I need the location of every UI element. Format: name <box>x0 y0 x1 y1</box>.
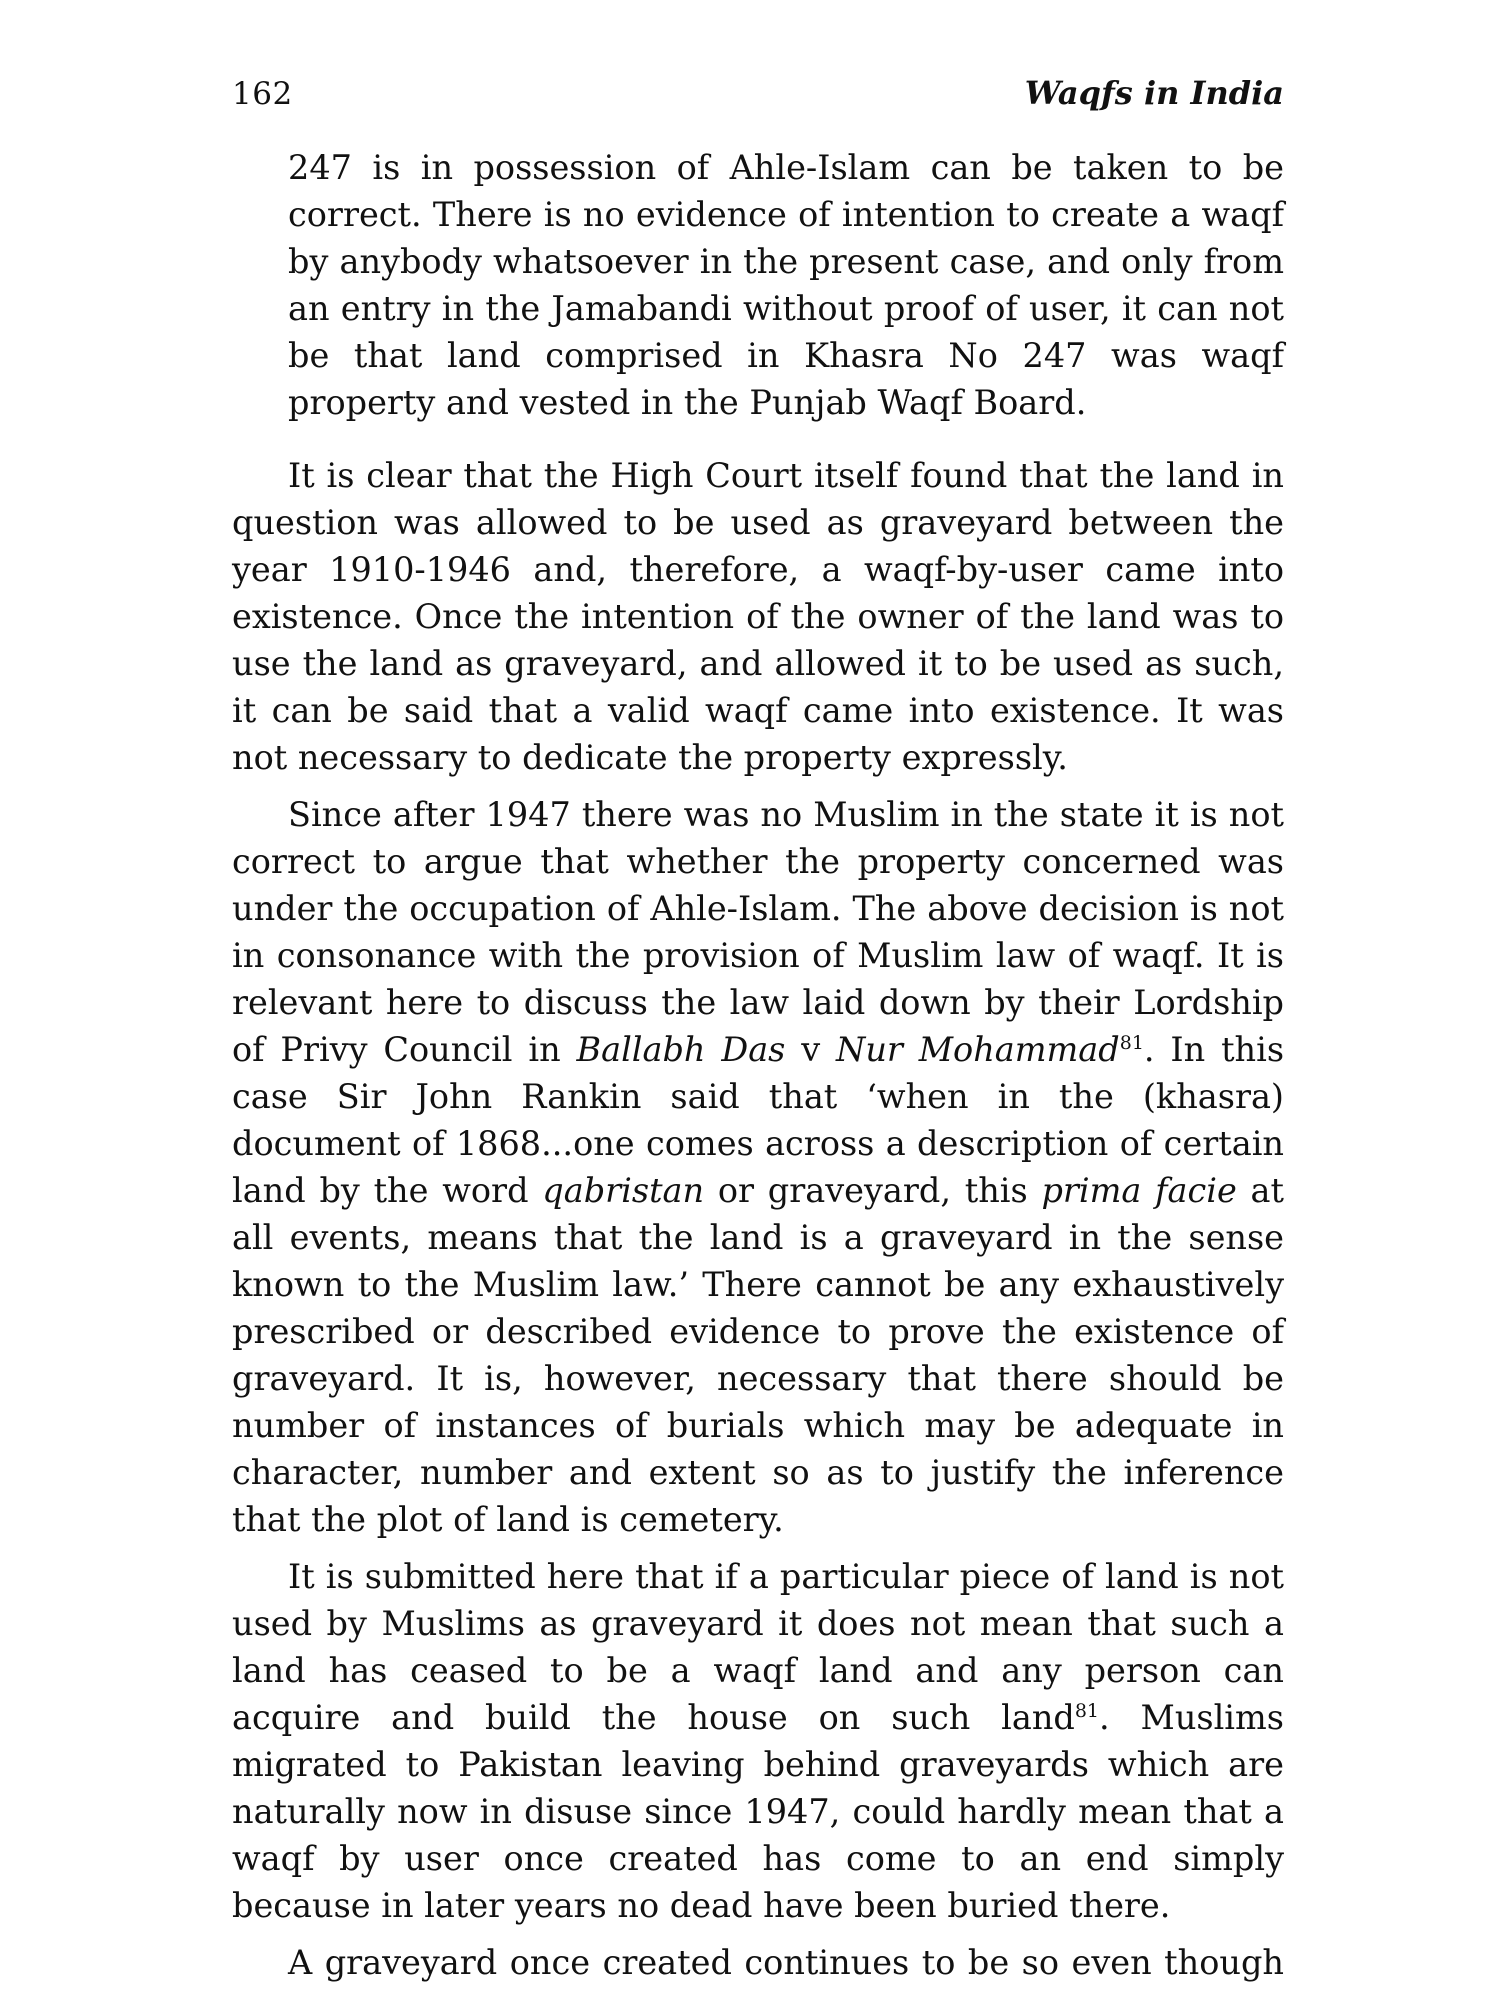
paragraph-continued: 247 is in possession of Ahle-Islam can be taken to be correct. There is no evidence of intention to create a waqf by anybody whatsoever in the present case, and only from an entry in the Jamabandi without proof of user, it can not be that land comprised in Khasra No 247 was waqf property and vested in the Punjab Waqf Board. <box>288 148 1284 422</box>
running-title: Waqfs in India <box>1024 74 1284 112</box>
body-text <box>232 144 1284 1986</box>
paragraph-graveyard-continues: A graveyard once created continues to be so even though <box>288 1943 1284 1982</box>
case-name-plaintiff: Ballabh Das <box>576 1030 786 1069</box>
case-versus: v <box>785 1030 837 1069</box>
paragraph-high-court: It is clear that the High Court itself found that the land in question was allowed to be used as graveyard between the year 1910-1946 and, therefore, a waqf-by-user came into existence. Once the intention of the owner of the land was to use the land as graveyard, and allowed it to be used as such, it can be said that a valid waqf came into existence. It was not necessary to dedicate the property expressly. <box>232 456 1284 777</box>
footnote-marker: 81 <box>1074 1699 1100 1722</box>
term-prima-facie: prima facie <box>1041 1171 1237 1210</box>
paragraph-text: It is submitted here that if a particular piece of land is not used by Muslims as graveyard it does not mean that such a land has ceased to be a waqf land and any person can acquire and build the house on such land <box>232 1557 1284 1737</box>
paragraph-text: at all events, means that the land is a graveyard in the sense known to the Muslim law.’ There cannot be any exhaustively prescribed or described evidence to prove the existence of graveyard. It is, however, necessary that there should be number of instances of burials which may be adequate in character, number and extent so as to justify the inference that the plot of land is cemetery. <box>232 1171 1284 1539</box>
paragraph-submission <box>232 1553 1284 1929</box>
page-number: 162 <box>232 76 293 112</box>
paragraph-text: . Muslims migrated to Pakistan leaving behind graveyards which are naturally now in disuse since 1947, could hardly mean that a waqf by user once created has come to an end simply because in later years no dead have been buried there. <box>232 1698 1284 1925</box>
paragraph-privy-council <box>232 791 1284 1543</box>
term-qabristan: qabristan <box>542 1171 705 1210</box>
case-name-defendant: Nur Mohammad <box>836 1030 1120 1069</box>
paragraph-text: . In this case Sir John Rankin said that ‘when in the (khasra) document of 1868...one comes across a description of certain land by the word <box>232 1030 1285 1210</box>
paragraph-text: or graveyard, this <box>704 1171 1042 1210</box>
footnote-marker: 81 <box>1119 1031 1144 1054</box>
paragraph-text: Since after 1947 there was no Muslim in the state it is not correct to argue that whether the property concerned was under the occupation of Ahle-Islam. The above decision is not in consonance with the provision of Muslim law of waqf. It is relevant here to discuss the law laid down by their Lordship of Privy Council in <box>232 795 1284 1069</box>
page-header <box>232 72 1284 122</box>
